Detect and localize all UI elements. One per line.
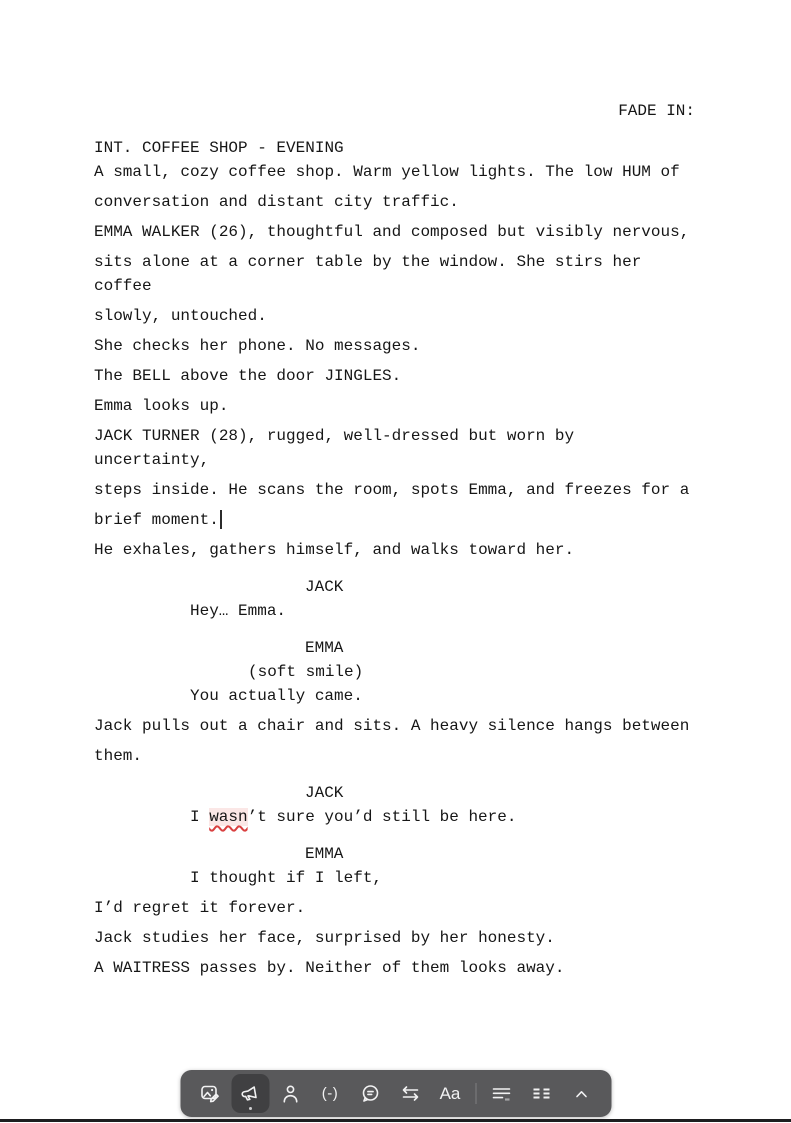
toolbar-button-scene-summary[interactable] — [481, 1070, 521, 1117]
script-text: EMMA — [305, 639, 344, 657]
script-text: EMMA WALKER (26), thoughtful and composed but visibly nervous, — [94, 223, 690, 241]
megaphone-icon — [231, 1074, 269, 1113]
toolbar-button-action[interactable] — [230, 1070, 270, 1117]
script-text: I thought if I left, — [190, 869, 383, 887]
script-line-action[interactable] — [94, 274, 695, 298]
script-text: The BELL above the door JINGLES. — [94, 367, 402, 385]
script-text: JACK — [305, 784, 344, 802]
script-text: conversation and distant city traffic. — [94, 193, 459, 211]
script-text: (soft smile) — [248, 663, 364, 681]
toolbar-button-scene-image[interactable] — [190, 1070, 230, 1117]
speech-bubble-icon — [351, 1074, 389, 1113]
chevron-up-icon — [562, 1074, 600, 1113]
script-text: steps inside. He scans the room, spots Emma, and freezes for a — [94, 481, 690, 499]
script-text: Jack studies her face, surprised by her honesty. — [94, 929, 555, 947]
script-line-dialogue[interactable] — [94, 599, 695, 623]
script-line-action[interactable] — [94, 538, 695, 562]
script-line-action[interactable] — [94, 744, 695, 768]
current-element-dot — [249, 1107, 252, 1110]
script-line-action[interactable] — [94, 250, 695, 274]
script-text: You actually came. — [190, 687, 363, 705]
script-line-scene_heading[interactable] — [94, 136, 695, 160]
parenthetical-icon — [311, 1074, 349, 1113]
script-line-action[interactable] — [94, 956, 695, 980]
script-line-action[interactable] — [94, 334, 695, 358]
script-line-character[interactable] — [94, 575, 695, 599]
script-line-action[interactable] — [94, 896, 695, 920]
script-line-action[interactable] — [94, 190, 695, 214]
script-text: FADE IN: — [618, 102, 695, 120]
toolbar-button-text-style[interactable] — [430, 1070, 470, 1117]
script-line-action[interactable] — [94, 160, 695, 184]
toolbar-button-character[interactable] — [270, 1070, 310, 1117]
script-text: them. — [94, 747, 143, 765]
script-text: coffee — [94, 277, 152, 295]
script-line-action[interactable] — [94, 714, 695, 738]
swap-arrows-icon — [391, 1074, 429, 1113]
script-text: JACK — [305, 578, 344, 596]
toolbar-button-transition[interactable] — [390, 1070, 430, 1117]
script-line-action[interactable] — [94, 478, 695, 502]
script-line-action[interactable] — [94, 926, 695, 950]
text-caret — [220, 510, 222, 529]
script-text: uncertainty, — [94, 451, 210, 469]
parenthetical-icon: (-) — [321, 1085, 339, 1102]
person-icon — [271, 1074, 309, 1113]
script-text: Emma looks up. — [94, 397, 229, 415]
script-text: Jack pulls out a chair and sits. A heavy silence hangs between — [94, 717, 690, 735]
toolbar-button-collapse-toolbar[interactable] — [561, 1070, 601, 1117]
toolbar-button-dialogue[interactable] — [350, 1070, 390, 1117]
toolbar-divider — [475, 1083, 476, 1104]
script-line-action[interactable] — [94, 220, 695, 244]
text-style-icon — [431, 1074, 469, 1113]
misspelled-word[interactable]: wasn — [209, 808, 248, 826]
script-line-dialogue[interactable] — [94, 805, 695, 829]
script-line-character[interactable] — [94, 781, 695, 805]
script-text: I — [190, 808, 210, 826]
script-line-dialogue[interactable] — [94, 866, 695, 890]
script-line-action[interactable] — [94, 508, 695, 532]
script-text: EMMA — [305, 845, 344, 863]
script-line-action[interactable] — [94, 304, 695, 328]
format-toolbar — [180, 1070, 611, 1117]
toolbar-button-parenthetical[interactable] — [310, 1070, 350, 1117]
script-line-parenthetical[interactable] — [94, 660, 695, 684]
script-text: He exhales, gathers himself, and walks toward her. — [94, 541, 575, 559]
script-line-action[interactable] — [94, 364, 695, 388]
script-text: INT. COFFEE SHOP - EVENING — [94, 139, 344, 157]
text-style-icon: Aa — [439, 1084, 461, 1103]
script-line-character[interactable] — [94, 636, 695, 660]
script-line-action[interactable] — [94, 448, 695, 472]
script-text: JACK TURNER (28), rugged, well-dressed but worn by — [94, 427, 575, 445]
bottom-window-edge — [0, 1119, 791, 1122]
script-text: A WAITRESS passes by. Neither of them looks away. — [94, 959, 565, 977]
align-left-icon — [482, 1074, 520, 1113]
script-line-character[interactable] — [94, 842, 695, 866]
script-text: A small, cozy coffee shop. Warm yellow lights. The low HUM of — [94, 163, 680, 181]
script-line-transition[interactable] — [94, 99, 695, 123]
script-line-action[interactable] — [94, 424, 695, 448]
toolbar-button-dual-dialogue[interactable] — [521, 1070, 561, 1117]
script-text: sits alone at a corner table by the window. She stirs her — [94, 253, 642, 271]
script-text: She checks her phone. No messages. — [94, 337, 421, 355]
script-text: Hey… Emma. — [190, 602, 287, 620]
script-text: brief moment. — [94, 511, 219, 529]
image-edit-icon — [191, 1074, 229, 1113]
script-text: slowly, untouched. — [94, 307, 267, 325]
script-text: I’d regret it forever. — [94, 899, 306, 917]
script-line-action[interactable] — [94, 394, 695, 418]
script-line-dialogue[interactable] — [94, 684, 695, 708]
script-text: ’t sure you’d still be here. — [247, 808, 517, 826]
two-columns-icon — [522, 1074, 560, 1113]
